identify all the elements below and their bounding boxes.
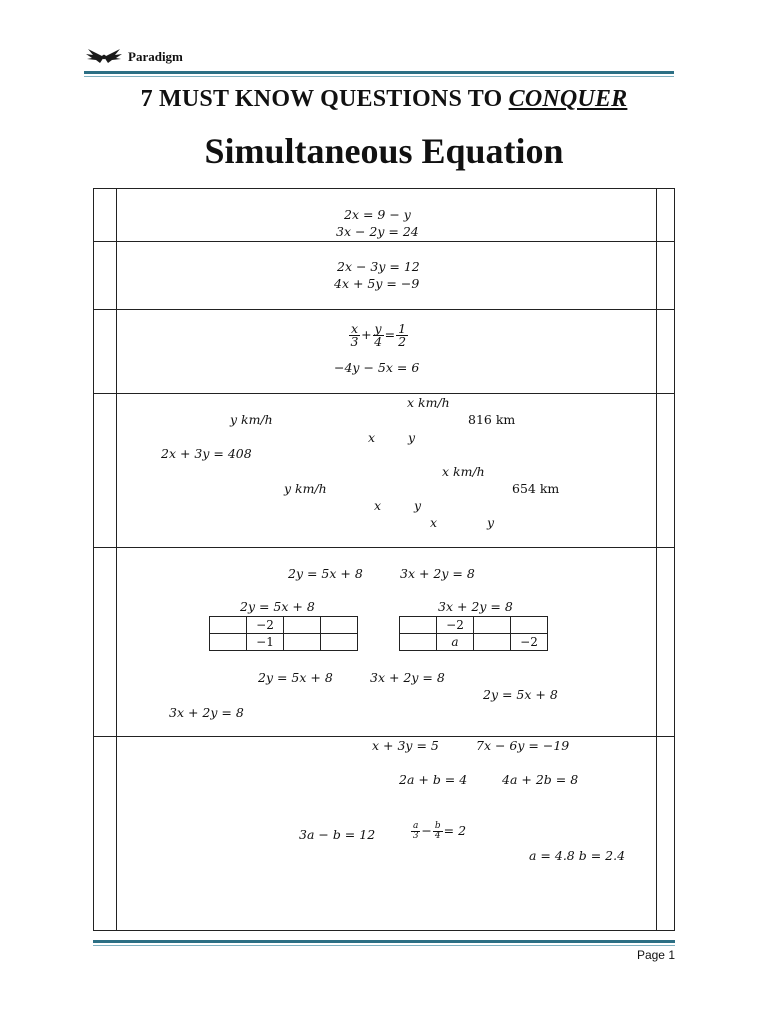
text-fragment: x: [430, 515, 438, 530]
table-divider-right: [656, 189, 657, 930]
table-cell: [511, 617, 548, 634]
table-cell: [210, 634, 247, 651]
equation: 2y = 5x + 8: [288, 566, 363, 581]
value-table-right: [399, 616, 548, 651]
value-table-left: [209, 616, 358, 651]
table-cell: [474, 617, 511, 634]
equation: 4x + 5y = −9: [334, 276, 420, 291]
equation: 2x − 3y = 12: [337, 259, 420, 274]
table-cell: [284, 617, 321, 634]
text-fragment: x km/h: [407, 395, 450, 410]
table-cell: −2: [437, 617, 474, 634]
table-cell: [284, 634, 321, 651]
equation: 2x + 3y = 408: [161, 446, 252, 461]
text-fragment: 654 km: [512, 481, 560, 496]
table-cell: −2: [511, 634, 548, 651]
equation: 3x + 2y = 8: [169, 705, 244, 720]
equation: 3a − b = 12: [299, 827, 376, 842]
page-number: Page 1: [636, 948, 675, 962]
footer-rule-thin: [93, 945, 675, 946]
text-fragment: y: [414, 498, 422, 513]
table-row: [210, 634, 358, 651]
footer-rule: [93, 940, 675, 943]
table-title: 2y = 5x + 8: [240, 599, 315, 614]
table-cell: −2: [247, 617, 284, 634]
row-divider: [94, 547, 674, 548]
table-row: [400, 617, 548, 634]
table-cell: [321, 634, 358, 651]
table-title: 3x + 2y = 8: [438, 599, 513, 614]
document-subtitle: 7 MUST KNOW QUESTIONS TO CONQUER: [140, 86, 628, 112]
answer: a = 4.8 b = 2.4: [529, 848, 626, 863]
equation: −4y − 5x = 6: [334, 360, 420, 375]
equation: 7x − 6y = −19: [476, 738, 570, 753]
table-cell: −1: [247, 634, 284, 651]
eagle-wings-icon: [84, 47, 124, 67]
table-row: [210, 617, 358, 634]
header-rule-thin: [84, 76, 674, 77]
equation: 2y = 5x + 8: [483, 687, 558, 702]
brand-logo: [84, 46, 183, 68]
text-fragment: y km/h: [284, 481, 327, 496]
row-divider: [94, 241, 674, 242]
row-divider: [94, 736, 674, 737]
equation: 3x + 2y = 8: [400, 566, 475, 581]
equation: 3x + 2y = 8: [370, 670, 445, 685]
row-divider: [94, 309, 674, 310]
table-cell: [400, 634, 437, 651]
text-fragment: y km/h: [230, 412, 273, 427]
table-cell: [210, 617, 247, 634]
header-rule: [84, 71, 674, 74]
equation: x + 3y = 5: [372, 738, 439, 753]
equation: 2a + b = 4: [399, 772, 468, 787]
subtitle-emphasis: CONQUER: [508, 86, 628, 112]
table-cell: [321, 617, 358, 634]
text-fragment: x: [368, 430, 376, 445]
equation: 3x − 2y = 24: [336, 224, 419, 239]
table-cell: [400, 617, 437, 634]
table-row: [400, 634, 548, 651]
row-divider: [94, 393, 674, 394]
fraction-equation: $\frac{a}{3}$ − $\frac{b}{4}$ = 2: [412, 821, 467, 841]
fraction-equation: $\frac{x}{3}$ + $\frac{y}{4}$ = $\frac{1}{2}$: [350, 321, 407, 349]
text-fragment: x: [374, 498, 382, 513]
text-fragment: 816 km: [468, 412, 516, 427]
table-cell: [474, 634, 511, 651]
equation: 4a + 2b = 8: [502, 772, 579, 787]
table-divider-left: [116, 189, 117, 930]
page-title: Simultaneous Equation: [204, 131, 564, 171]
brand-name: Paradigm: [128, 49, 183, 64]
text-fragment: y: [408, 430, 416, 445]
text-fragment: y: [487, 515, 495, 530]
equation: 2y = 5x + 8: [258, 670, 333, 685]
question-table: [93, 188, 675, 931]
table-cell: a: [437, 634, 474, 651]
text-fragment: x km/h: [442, 464, 485, 479]
equation: 2x = 9 − y: [344, 207, 411, 222]
